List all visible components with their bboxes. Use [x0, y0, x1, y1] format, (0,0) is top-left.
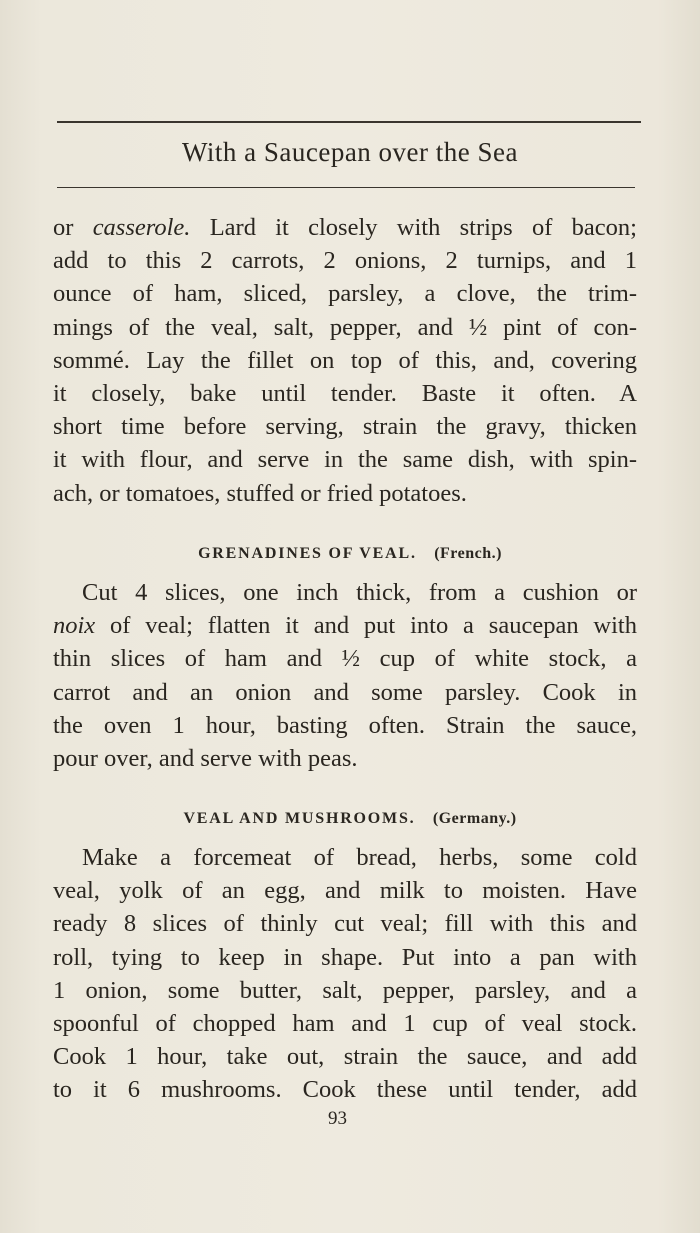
text-line — [53, 907, 637, 940]
text-run: it with flour, and serve in the same dish, with spin- — [53, 446, 637, 474]
text-run: of veal; flatten it and put into a saucepan with — [95, 612, 637, 640]
text-line — [53, 410, 637, 443]
text-run: ach, or tomatoes, stuffed or fried potatoes. — [53, 479, 467, 507]
text-run: Cut 4 slices, one inch thick, from a cushion or — [82, 579, 637, 606]
text-line — [53, 609, 637, 642]
text-line — [53, 742, 637, 775]
text-run: veal, yolk of an egg, and milk to moisten. Have — [53, 877, 637, 905]
text-run: carrot and an onion and some parsley. Cook in — [53, 678, 637, 706]
text-line — [53, 841, 637, 874]
text-line — [53, 974, 637, 1007]
text-line — [53, 709, 637, 742]
text-run: ready 8 slices of thinly cut veal; fill with this and — [53, 910, 637, 938]
text-run: roll, tying to keep in shape. Put into a pan with — [53, 943, 637, 971]
text-line — [53, 1073, 637, 1106]
text-run: pour over, and serve with peas. — [53, 744, 358, 772]
text-line — [53, 277, 637, 310]
text-line — [53, 344, 637, 377]
recipe-title: GRENADINES OF VEAL. — [198, 545, 417, 562]
header-rule-top — [57, 121, 641, 123]
text-line — [53, 874, 637, 907]
text-run: Lard it closely with strips of bacon; — [190, 214, 637, 241]
text-line — [53, 941, 637, 974]
italic-term: casserole. — [92, 214, 191, 241]
text-line — [53, 676, 637, 709]
recipe-paragraph-grenadines — [53, 576, 637, 775]
text-line — [53, 211, 637, 244]
recipe-origin: (French.) — [434, 545, 502, 562]
text-line — [53, 443, 637, 476]
text-line — [53, 477, 637, 510]
continued-paragraph — [53, 211, 637, 510]
italic-term: noix — [53, 612, 96, 640]
text-line — [53, 1040, 637, 1073]
recipe-heading-veal-mushrooms — [0, 810, 700, 828]
text-run: mings of the veal, salt, pepper, and ½ pint of con- — [53, 313, 637, 341]
recipe-paragraph-veal-mushrooms — [53, 841, 637, 1107]
text-line — [53, 576, 637, 609]
text-run: spoonful of chopped ham and 1 cup of veal stock. — [53, 1009, 637, 1037]
running-head: With a Saucepan over the Sea — [181, 137, 519, 167]
header-rule-bottom — [57, 187, 635, 188]
recipe-title: VEAL AND MUSHROOMS. — [183, 810, 416, 827]
text-run: the oven 1 hour, basting often. Strain the sauce, — [53, 711, 637, 739]
text-run: add to this 2 carrots, 2 onions, 2 turnips, and 1 — [53, 247, 637, 275]
text-run: thin slices of ham and ½ cup of white stock, a — [53, 645, 637, 673]
text-run: or — [53, 214, 93, 241]
text-run: it closely, bake until tender. Baste it often. A — [53, 379, 637, 407]
text-line — [53, 311, 637, 344]
page-number: 93 — [328, 1108, 347, 1129]
text-line — [53, 642, 637, 675]
text-run: Cook 1 hour, take out, strain the sauce, and add — [53, 1043, 637, 1071]
text-run: ounce of ham, sliced, parsley, a clove, the trim- — [53, 280, 637, 308]
text-run: sommé. Lay the fillet on top of this, and, covering — [53, 346, 637, 374]
text-run: short time before serving, strain the gravy, thicken — [53, 413, 637, 441]
text-line — [53, 244, 637, 277]
text-run: to it 6 mushrooms. Cook these until tender, add — [53, 1076, 637, 1104]
text-line — [53, 377, 637, 410]
text-run: 1 onion, some butter, salt, pepper, parsley, and a — [53, 976, 637, 1004]
text-line — [53, 1007, 637, 1040]
text-run: Make a forcemeat of bread, herbs, some cold — [82, 844, 637, 871]
recipe-origin: (Germany.) — [432, 810, 517, 827]
recipe-heading-grenadines — [0, 545, 700, 563]
